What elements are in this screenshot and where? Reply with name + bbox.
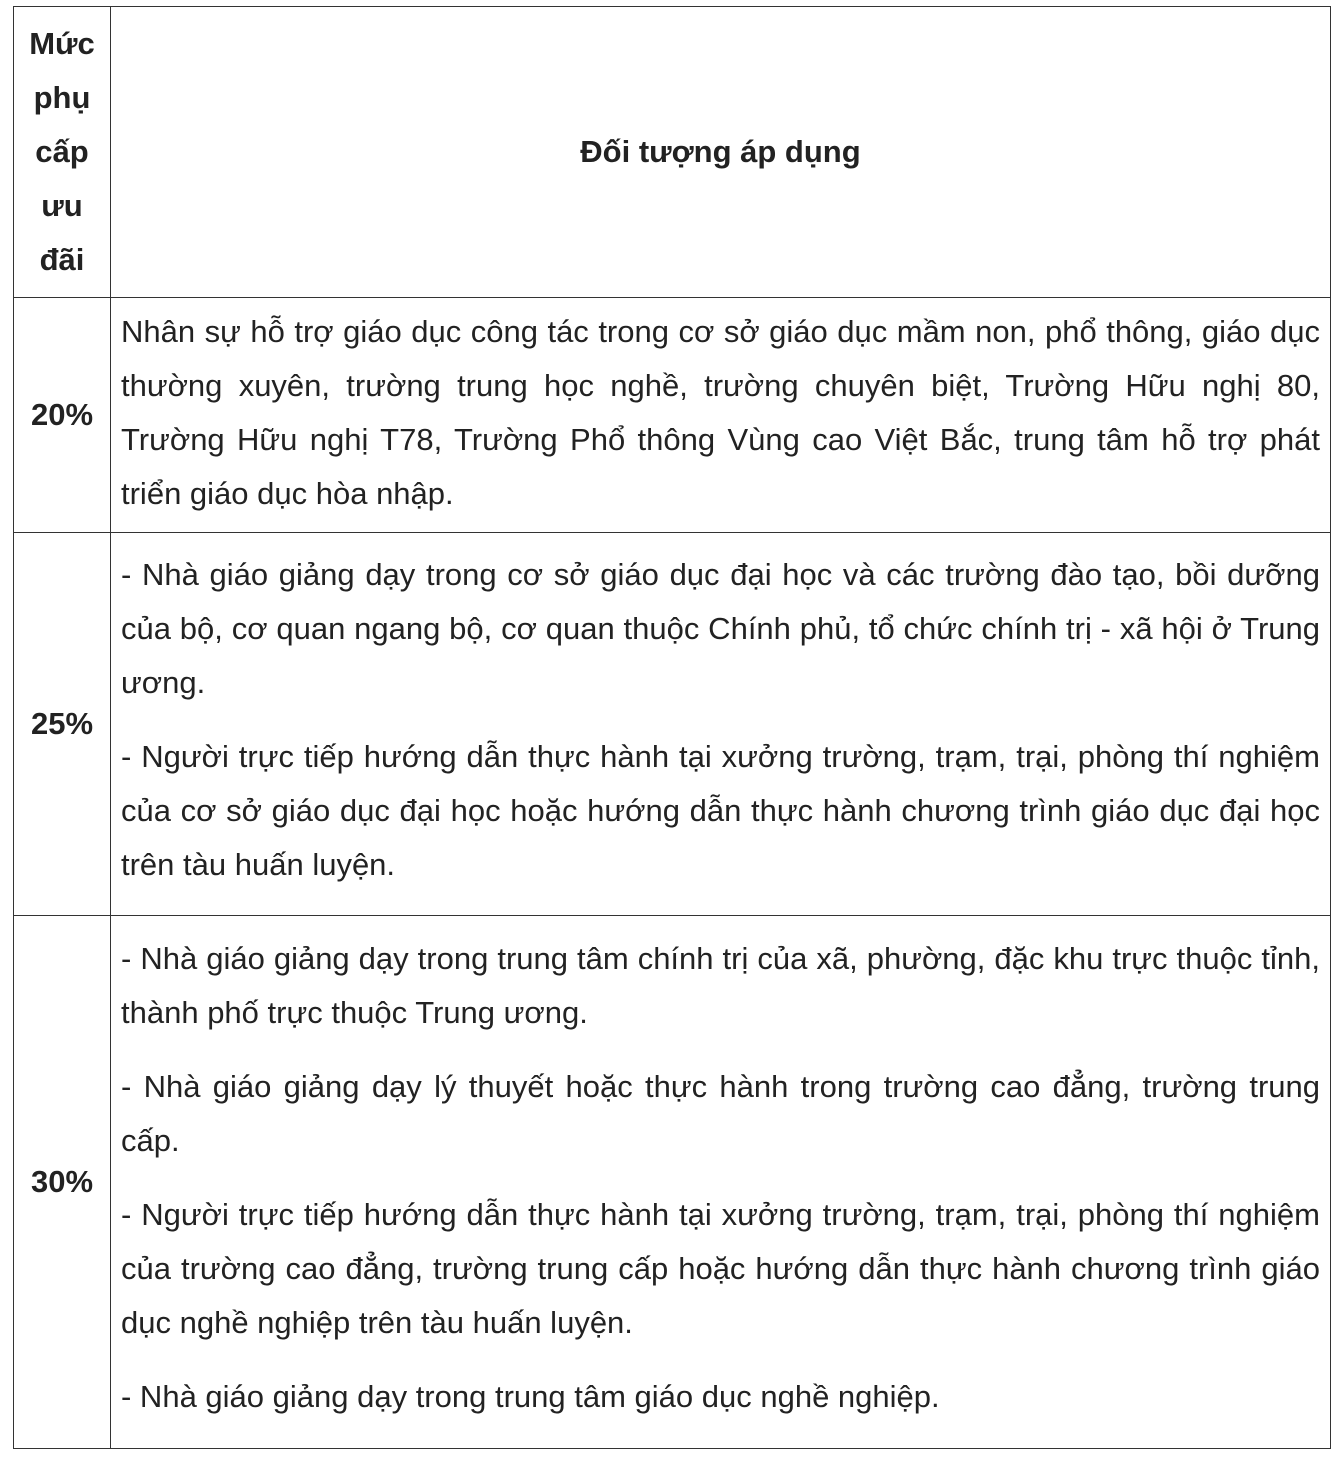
table-header-row: [14, 7, 1331, 298]
table-row: [14, 916, 1331, 1449]
header-rate-line: cấp: [35, 134, 89, 169]
object-cell: [111, 533, 1331, 916]
header-rate-line: phụ: [33, 80, 91, 115]
header-rate-line: Mức: [29, 26, 95, 61]
object-paragraph: - Nhà giáo giảng dạy trong trung tâm chính trị của xã, phường, đặc khu trực thuộc tỉnh, thành phố trực thuộc Trung ương.: [121, 941, 1320, 1030]
allowance-table: [13, 6, 1331, 1449]
object-cell: [111, 916, 1331, 1449]
header-rate-line: đãi: [39, 242, 85, 277]
object-paragraph: - Nhà giáo giảng dạy trong cơ sở giáo dục đại học và các trường đào tạo, bồi dưỡng của bộ, cơ quan ngang bộ, cơ quan thuộc Chính phủ, tổ chức chính trị - xã hội ở Trung ương.: [121, 557, 1320, 700]
object-paragraph: - Nhà giáo giảng dạy lý thuyết hoặc thực hành trong trường cao đẳng, trường trung cấp.: [121, 1069, 1320, 1158]
object-cell: [111, 298, 1331, 533]
object-paragraph: Nhân sự hỗ trợ giáo dục công tác trong cơ sở giáo dục mầm non, phổ thông, giáo dục thường xuyên, trường trung học nghề, trường chuyên biệt, Trường Hữu nghị 80, Trường Hữu nghị T78, Trường Phổ thông Vùng cao Việt Bắc, trung tâm hỗ trợ phát triển giáo dục hòa nhập.: [121, 314, 1320, 511]
object-paragraph: - Nhà giáo giảng dạy trong trung tâm giáo dục nghề nghiệp.: [121, 1379, 940, 1414]
object-paragraph: - Người trực tiếp hướng dẫn thực hành tại xưởng trường, trạm, trại, phòng thí nghiệm của trường cao đẳng, trường trung cấp hoặc hướng dẫn thực hành chương trình giáo dục nghề nghiệp trên tàu huấn luyện.: [121, 1197, 1320, 1340]
table-row: [14, 533, 1331, 916]
rate-cell: 20%: [14, 298, 111, 533]
table-row: [14, 298, 1331, 533]
header-rate-cell: [14, 7, 111, 298]
rate-cell: 30%: [14, 916, 111, 1449]
header-object-cell: Đối tượng áp dụng: [111, 7, 1331, 298]
object-paragraph: - Người trực tiếp hướng dẫn thực hành tại xưởng trường, trạm, trại, phòng thí nghiệm của cơ sở giáo dục đại học hoặc hướng dẫn thực hành chương trình giáo dục đại học trên tàu huấn luyện.: [121, 739, 1320, 882]
header-rate-line: ưu: [41, 188, 83, 223]
rate-cell: 25%: [14, 533, 111, 916]
